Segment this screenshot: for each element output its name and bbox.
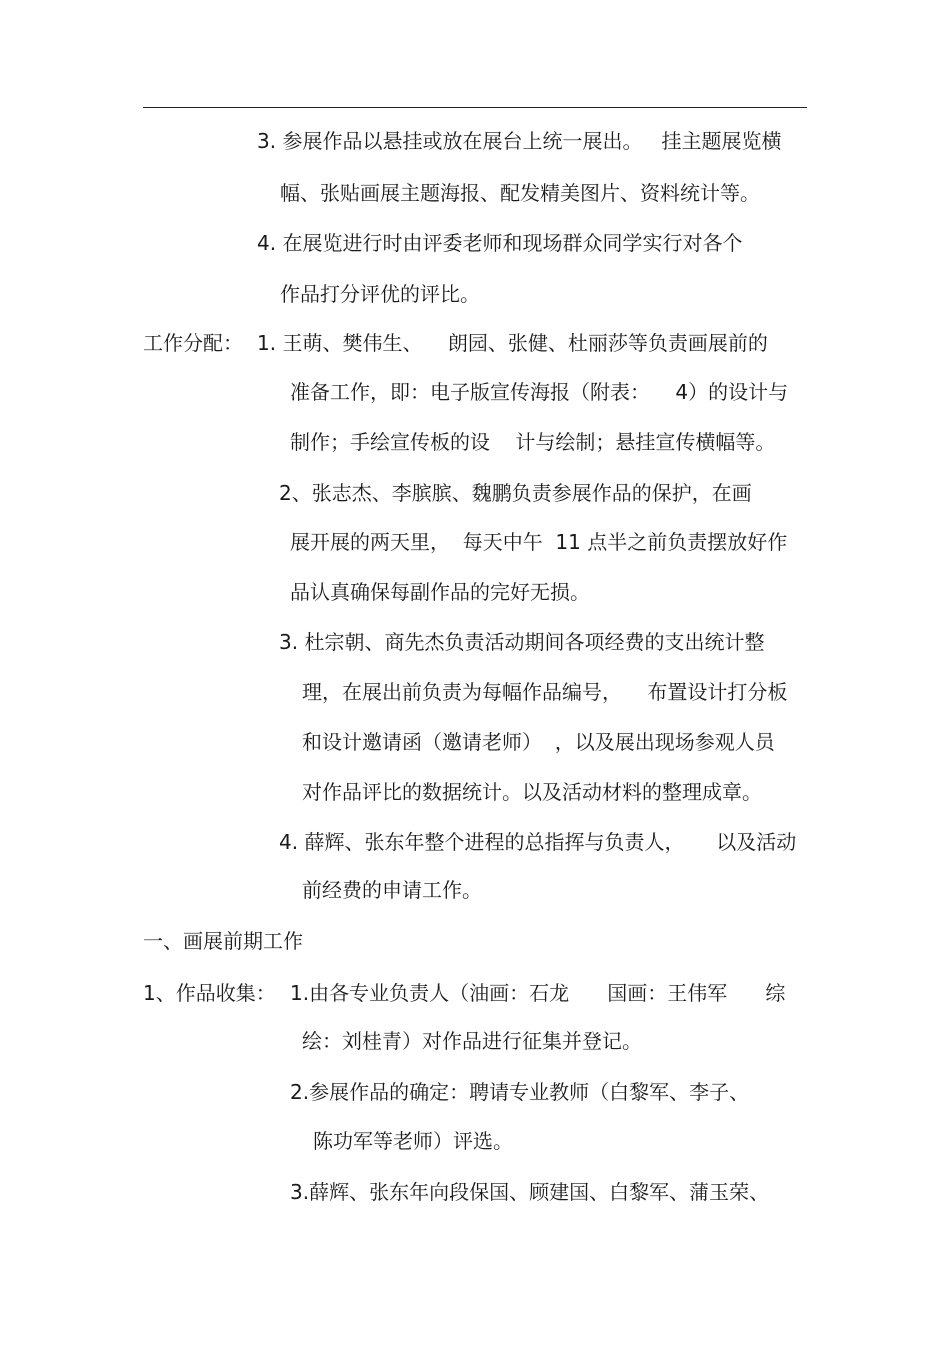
paragraph-line: 和设计邀请函（邀请老师） ，以及展出现场参观人员 <box>302 730 775 754</box>
section-heading: 一、画展前期工作 <box>143 929 303 953</box>
paragraph-line: 3.薛辉、张东年向段保国、顾建国、白黎军、蒲玉荣、 <box>290 1180 770 1204</box>
section-label: 工作分配： <box>143 331 243 355</box>
paragraph-line: 作品打分评优的评比。 <box>280 282 480 306</box>
paragraph-line: 3. 杜宗朝、商先杰负责活动期间各项经费的支出统计整 <box>279 630 765 654</box>
header-rule <box>143 107 807 108</box>
paragraph-line: 3. 参展作品以悬挂或放在展台上统一展出。 挂主题展览横 <box>257 129 782 153</box>
paragraph-line: 绘：刘桂青）对作品进行征集并登记。 <box>302 1029 642 1053</box>
paragraph-line: 品认真确保每副作品的完好无损。 <box>290 580 590 604</box>
paragraph-line: 对作品评比的数据统计。以及活动材料的整理成章。 <box>302 780 762 804</box>
paragraph-line: 4. 在展览进行时由评委老师和现场群众同学实行对各个 <box>257 231 743 255</box>
paragraph-line: 2、张志杰、李膑膑、魏鹏负责参展作品的保护，在画 <box>279 481 752 505</box>
paragraph-line: 展开展的两天里， 每天中午 11 点半之前负责摆放好作 <box>290 530 788 554</box>
paragraph-line: 1. 王萌、樊伟生、 朗园、张健、杜丽莎等负责画展前的 <box>257 331 768 355</box>
paragraph-line: 2.参展作品的确定：聘请专业教师（白黎军、李子、 <box>290 1080 750 1104</box>
paragraph-line: 幅、张贴画展主题海报、配发精美图片、资料统计等。 <box>280 181 760 205</box>
section-label: 1、作品收集： <box>143 981 276 1005</box>
paragraph-line: 1.由各专业负责人（油画：石龙 国画：王伟军 综 <box>290 981 786 1005</box>
paragraph-line: 准备工作，即：电子版宣传海报（附表： 4）的设计与 <box>290 380 789 404</box>
paragraph-line: 前经费的申请工作。 <box>302 878 482 902</box>
paragraph-line: 陈功军等老师）评选。 <box>313 1129 513 1153</box>
paragraph-line: 4. 薛辉、张东年整个进程的总指挥与负责人， 以及活动 <box>279 830 797 854</box>
paragraph-line: 制作；手绘宣传板的设 计与绘制；悬挂宣传横幅等。 <box>290 430 776 454</box>
paragraph-line: 理，在展出前负责为每幅作品编号， 布置设计打分板 <box>302 680 788 704</box>
